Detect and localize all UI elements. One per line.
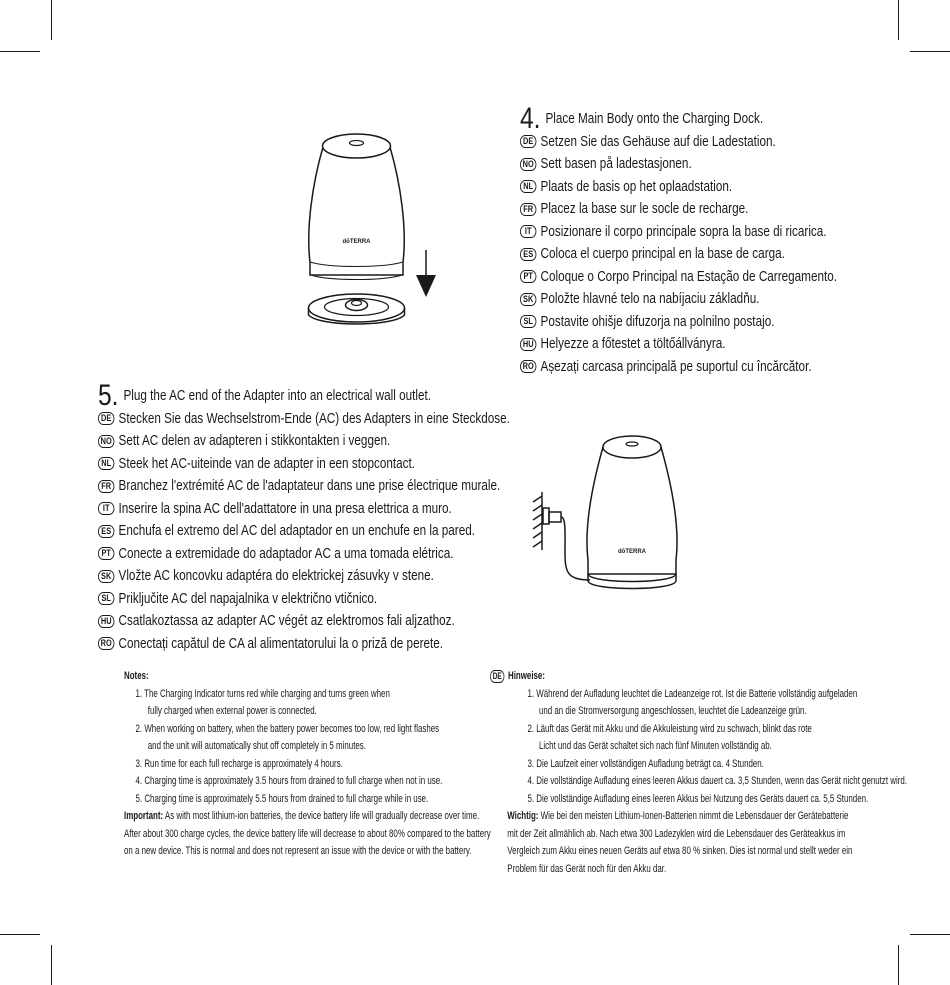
instruction-text: Conecte a extremidade do adaptador AC a uma tomada elétrica.: [118, 545, 454, 562]
note-item: 1. The Charging Indicator turns red while charging and turns green when: [135, 687, 390, 700]
language-badge: NO: [98, 435, 114, 448]
language-badge: SK: [520, 293, 536, 306]
note-item-continuation: Licht und das Gerät schaltet sich nach fünf Minuten vollständig ab.: [538, 740, 772, 752]
instruction-text: Conectați capătul de CA al alimentatorului la o priză de perete.: [118, 635, 444, 652]
instruction-text: Enchufa el extremo del AC del adaptador en un enchufe en la pared.: [118, 523, 476, 539]
step-4-instructions: [520, 102, 838, 378]
important-text: Vergleich zum Akku eines neuen Geräts auf etwa 80 % sinken. Dies ist normal und stellt weder ein: [507, 845, 853, 857]
instruction-line: [520, 198, 837, 221]
note-item-continuation: und an die Stromversorgung angeschlossen, leuchtet die Ladeanzeige grün.: [538, 705, 807, 717]
instruction-line: [98, 543, 510, 566]
notes-title: Hinweise:: [508, 670, 545, 682]
instruction-line: [98, 475, 510, 498]
instruction-text: Coloca el cuerpo principal en la base de carga.: [540, 246, 785, 262]
instruction-line: [98, 520, 510, 543]
instruction-line: [520, 176, 837, 199]
instruction-text: Inserire la spina AC dell'adattatore in una presa elettrica a muro.: [118, 500, 452, 517]
brand-logo: dōTERRA: [618, 549, 646, 555]
step-number: 5.: [98, 379, 119, 413]
crop-mark: [898, 0, 899, 40]
brand-logo: dōTERRA: [342, 239, 371, 245]
important-line: [490, 808, 907, 826]
notes-english: [124, 668, 491, 861]
crop-mark: [0, 934, 40, 935]
instruction-text: Branchez l'extrémité AC de l'adaptateur dans une prise électrique murale.: [118, 478, 501, 494]
crop-mark: [898, 945, 899, 985]
note-item: 5. Die vollständige Aufladung eines leeren Akkus bei Nutzung des Geräts dauert ca. 5,5 Stunden.: [527, 792, 869, 805]
important-text: on a new device. This is normal and does not represent an issue with the device or with the battery.: [124, 845, 472, 857]
instruction-text: Plaats de basis op het oplaadstation.: [540, 178, 733, 195]
diffuser-plugged-into-wall-illustration: [528, 428, 678, 596]
important-label: Wichtig:: [507, 810, 539, 822]
instruction-line: [98, 610, 510, 633]
important-text: mit der Zeit allmählich ab. Nach etwa 300 Ladezyklen wird die Lebensdauer des Geräteakkus im: [507, 827, 846, 840]
important-text: After about 300 charge cycles, the device battery life will decrease to about 80% compared to the battery: [124, 827, 491, 840]
instruction-line: [98, 430, 510, 453]
language-badge: NL: [520, 180, 536, 193]
notes-german: [490, 668, 907, 878]
language-badge: DE: [98, 412, 114, 425]
diffuser-onto-dock-illustration: [300, 125, 445, 340]
instruction-line: [98, 633, 510, 656]
important-text: As with most lithium-ion batteries, the device battery life will gradually decrease over time.: [164, 810, 480, 822]
note-item: 3. Run time for each full recharge is approximately 4 hours.: [135, 757, 343, 770]
crop-mark: [910, 51, 950, 52]
step-number: 4.: [520, 102, 541, 136]
instruction-text: Coloque o Corpo Principal na Estação de Carregamento.: [540, 268, 838, 285]
notes-title-row: [490, 668, 907, 686]
instruction-line: [520, 266, 837, 289]
instruction-text: Helyezze a főtestet a töltőállványra.: [540, 336, 726, 352]
language-badge: HU: [98, 615, 114, 628]
instruction-text: Vložte AC koncovku adaptéra do elektrickej zásuvky v stene.: [118, 568, 434, 584]
important-text: Wie bei den meisten Lithium-Ionen-Batterien nimmt die Lebensdauer der Gerätebatterie: [540, 810, 849, 822]
crop-mark: [51, 945, 52, 985]
language-badge: DE: [490, 670, 504, 683]
important-text: Problem für das Gerät noch für den Akku dar.: [507, 862, 667, 875]
instruction-line: [98, 408, 510, 431]
language-badge: NO: [520, 158, 536, 171]
instruction-text: Setzen Sie das Gehäuse auf die Ladestation.: [540, 133, 776, 150]
instruction-line: [520, 131, 837, 154]
instruction-line: [98, 565, 510, 588]
language-badge: RO: [98, 637, 114, 650]
language-badge: ES: [98, 525, 114, 538]
language-badge: NL: [98, 457, 114, 470]
language-badge: PT: [98, 547, 114, 560]
note-item-continuation: and the unit will automatically shut off completely in 5 minutes.: [147, 740, 366, 752]
notes-title: Notes:: [124, 670, 149, 682]
language-badge: HU: [520, 338, 536, 351]
instruction-text: Placez la base sur le socle de recharge.: [540, 201, 749, 217]
language-badge: ES: [520, 248, 536, 261]
instruction-text: Așezați carcasa principală pe suportul cu încărcător.: [540, 358, 812, 375]
language-badge: FR: [98, 480, 114, 493]
instruction-text: Plug the AC end of the Adapter into an electrical wall outlet.: [123, 388, 432, 404]
instruction-text: Sett AC delen av adapteren i stikkontakten i veggen.: [118, 433, 391, 449]
note-item: 4. Charging time is approximately 3.5 hours from drained to full charge when not in use.: [135, 775, 443, 787]
instruction-line: [98, 453, 510, 476]
language-badge: IT: [98, 502, 114, 515]
note-item-continuation: fully charged when external power is connected.: [147, 705, 317, 717]
step-5-heading: [98, 379, 510, 413]
instruction-text: Priključite AC del napajalnika v električno vtičnico.: [118, 590, 378, 607]
language-badge: DE: [520, 135, 536, 148]
instruction-line: [520, 356, 837, 379]
step-4-heading: [520, 102, 837, 136]
language-badge: FR: [520, 203, 536, 216]
note-item: 5. Charging time is approximately 5.5 hours from drained to full charge while in use.: [135, 792, 429, 805]
language-badge: RO: [520, 360, 536, 373]
instruction-text: Csatlakoztassa az adapter AC végét az elektromos fali aljzathoz.: [118, 613, 455, 629]
instruction-text: Steek het AC-uiteinde van de adapter in een stopcontact.: [118, 455, 416, 472]
note-item: 2. When working on battery, when the battery power becomes too low, red light flashes: [135, 722, 440, 735]
crop-mark: [51, 0, 52, 40]
instruction-line: [520, 243, 837, 266]
instruction-text: Stecken Sie das Wechselstrom-Ende (AC) des Adapters in eine Steckdose.: [118, 410, 510, 427]
important-label: Important:: [124, 810, 164, 822]
language-badge: PT: [520, 270, 536, 283]
instruction-text: Place Main Body onto the Charging Dock.: [545, 111, 764, 127]
instruction-line: [520, 311, 837, 334]
instruction-text: Položte hlavné telo na nabíjaciu základňu.: [540, 291, 760, 307]
language-badge: SL: [520, 315, 536, 328]
instruction-line: [98, 588, 510, 611]
step-5-instructions: [98, 379, 510, 655]
instruction-line: [520, 153, 837, 176]
note-item: 4. Die vollständige Aufladung eines leeren Akkus dauert ca. 3,5 Stunden, wenn das Gerät nicht genutzt wird.: [527, 775, 907, 787]
important-line: [124, 808, 491, 826]
crop-mark: [0, 51, 40, 52]
language-badge: IT: [520, 225, 536, 238]
language-badge: SK: [98, 570, 114, 583]
instruction-line: [520, 221, 837, 244]
crop-mark: [910, 934, 950, 935]
instruction-line: [520, 288, 837, 311]
instruction-text: Posizionare il corpo principale sopra la base di ricarica.: [540, 223, 827, 240]
note-item: 3. Die Laufzeit einer vollständigen Aufladung beträgt ca. 4 Stunden.: [527, 757, 764, 770]
instruction-text: Sett basen på ladestasjonen.: [540, 156, 692, 172]
instruction-line: [520, 333, 837, 356]
note-item: 1. Während der Aufladung leuchtet die Ladeanzeige rot. Ist die Batterie vollständig aufgeladen: [527, 687, 858, 700]
note-item: 2. Läuft das Gerät mit Akku und die Akkuleistung wird zu schwach, blinkt das rote: [527, 722, 812, 735]
language-badge: SL: [98, 592, 114, 605]
instruction-line: [98, 498, 510, 521]
instruction-text: Postavite ohišje difuzorja na polnilno postajo.: [540, 313, 775, 330]
